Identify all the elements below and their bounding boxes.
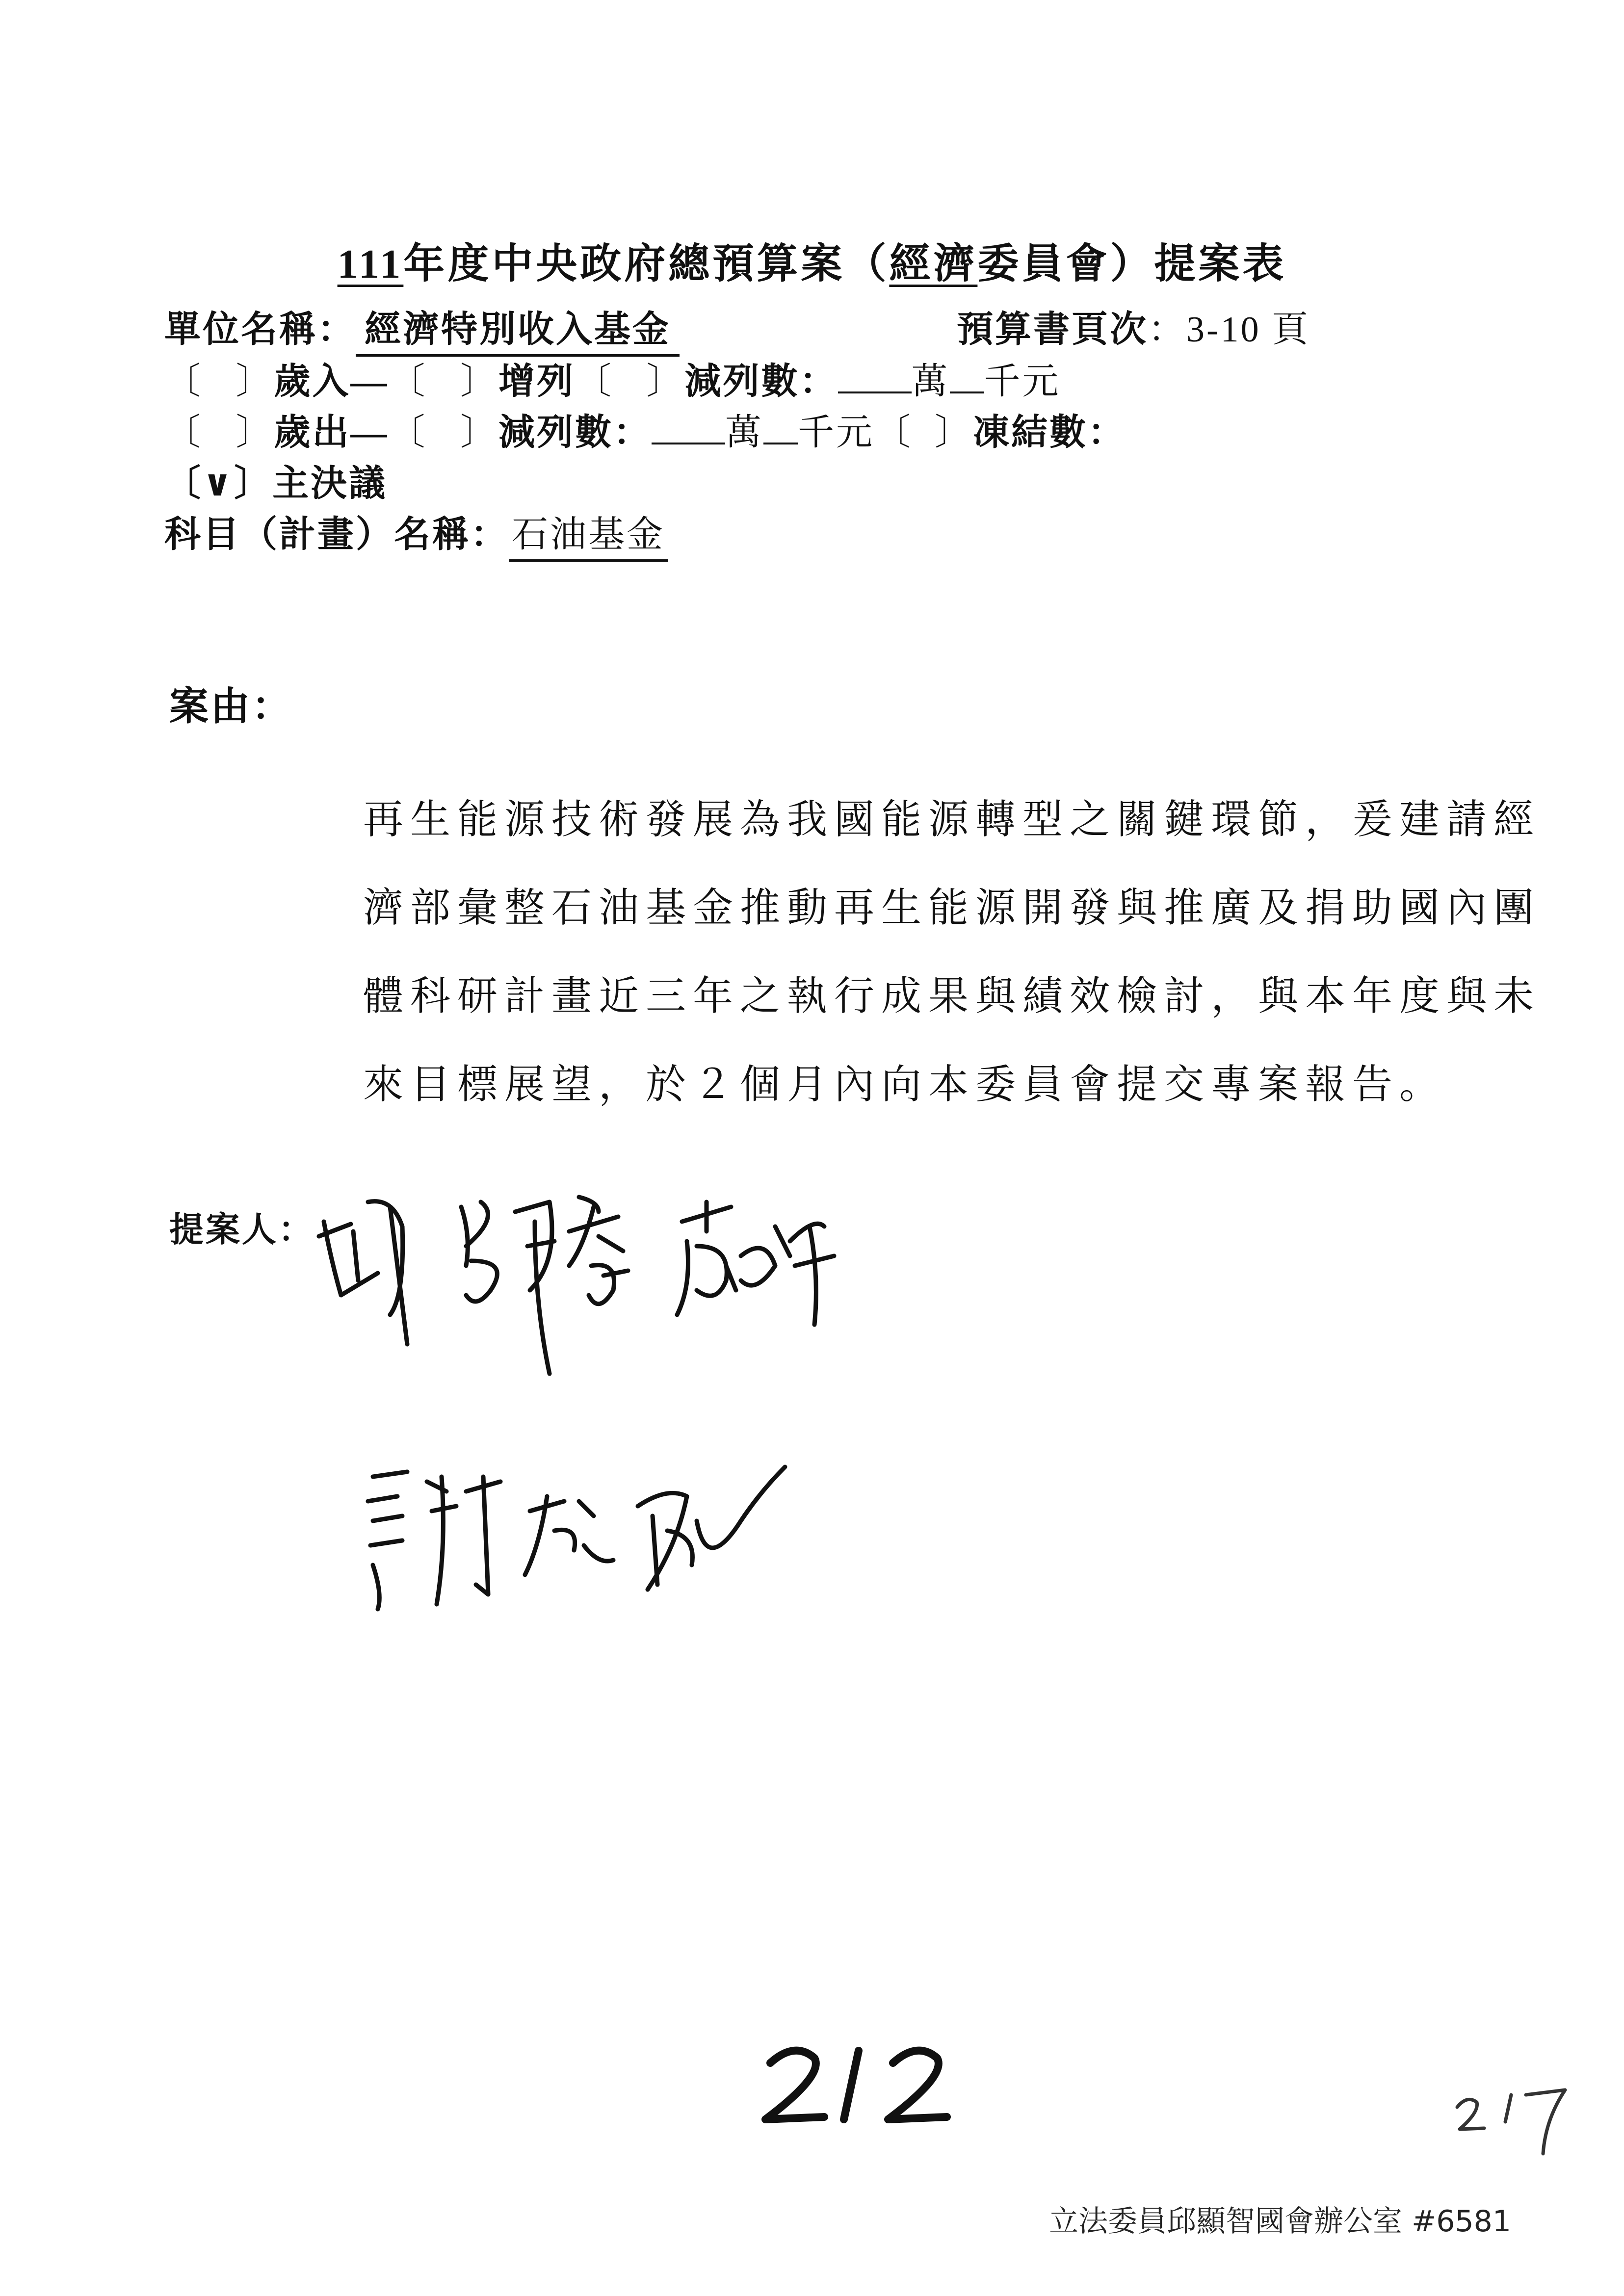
bracket-open: 〔 [389, 362, 427, 402]
bracket-close: 〕 [935, 413, 973, 453]
qian-yuan-unit: 千元 [984, 362, 1061, 402]
title-rest: 委員會）提案表 [977, 241, 1287, 287]
title-year: 111 [337, 241, 404, 287]
expense-label: 歲出— [274, 413, 389, 453]
freeze-label: 凍結數： [973, 413, 1126, 453]
subject-row [164, 505, 668, 562]
reason-line-3: 體科研計畫近三年之執行成果與績效檢討，與本年度與未 [363, 974, 1541, 1018]
unit-value: 經濟特別收入基金 [356, 300, 680, 357]
revenue-row [164, 352, 1061, 404]
wan-unit: 萬 [911, 362, 950, 402]
reason-line-1: 再生能源技術發展為我國能源轉型之關鍵環節，爰建請經 [363, 797, 1541, 842]
bracket-close: 〕 [646, 362, 685, 402]
main-resolution-checkbox: 〔∨〕 [164, 464, 273, 504]
blank-qian [950, 387, 984, 393]
unit-row [164, 300, 680, 357]
signature-2 [353, 1447, 795, 1634]
blank-wan [652, 438, 725, 444]
subject-value: 石油基金 [509, 505, 668, 562]
handwritten-page-number [756, 2036, 981, 2134]
subject-label: 科目（計畫）名稱： [164, 515, 509, 555]
reason-label: 案由： [169, 685, 293, 729]
bracket-open: 〔 [164, 362, 203, 402]
blank-wan [838, 387, 912, 393]
wan-unit: 萬 [725, 413, 763, 453]
bracket-open: 〔 [389, 413, 427, 453]
bracket-open: 〔 [575, 362, 613, 402]
decrease-label: 減列數： [498, 413, 652, 453]
blank-qian [763, 438, 798, 444]
reason-line-4: 來目標展望，於２個月內向本委員會提交專案報告。 [363, 1062, 1447, 1107]
reason-line-2: 濟部彙整石油基金推動再生能源開發與推廣及捐助國內團 [363, 886, 1541, 930]
office-footer: 立法委員邱顯智國會辦公室 #6581 [1048, 2204, 1511, 2239]
main-resolution-row [164, 454, 387, 506]
handwritten-small-number [1447, 2085, 1575, 2159]
page-ref-label: 預算書頁次 [957, 310, 1148, 350]
page-ref-value: ：3-10 頁 [1148, 310, 1310, 350]
bracket-close: 〕 [460, 362, 498, 402]
revenue-label: 歲入— [274, 362, 389, 402]
document-title [0, 231, 1624, 290]
title-committee: 經濟 [889, 241, 978, 287]
increase-label: 增列 [498, 362, 575, 402]
bracket-close: 〕 [236, 413, 274, 453]
decrease-label: 減列數： [684, 362, 838, 402]
bracket-close: 〕 [236, 362, 274, 402]
bracket-open: 〔 [874, 413, 913, 453]
expense-row [164, 403, 1126, 455]
proposer-label: 提案人： [169, 1211, 314, 1249]
unit-label: 單位名稱： [164, 310, 356, 350]
qian-yuan-unit: 千元 [798, 413, 874, 453]
signature-1 [304, 1168, 893, 1403]
main-resolution-label: 主決議 [272, 464, 388, 504]
title-prefix: 年度中央政府總預算案（ [403, 241, 890, 287]
page-ref [957, 300, 1310, 352]
bracket-open: 〔 [164, 413, 203, 453]
bracket-close: 〕 [460, 413, 498, 453]
